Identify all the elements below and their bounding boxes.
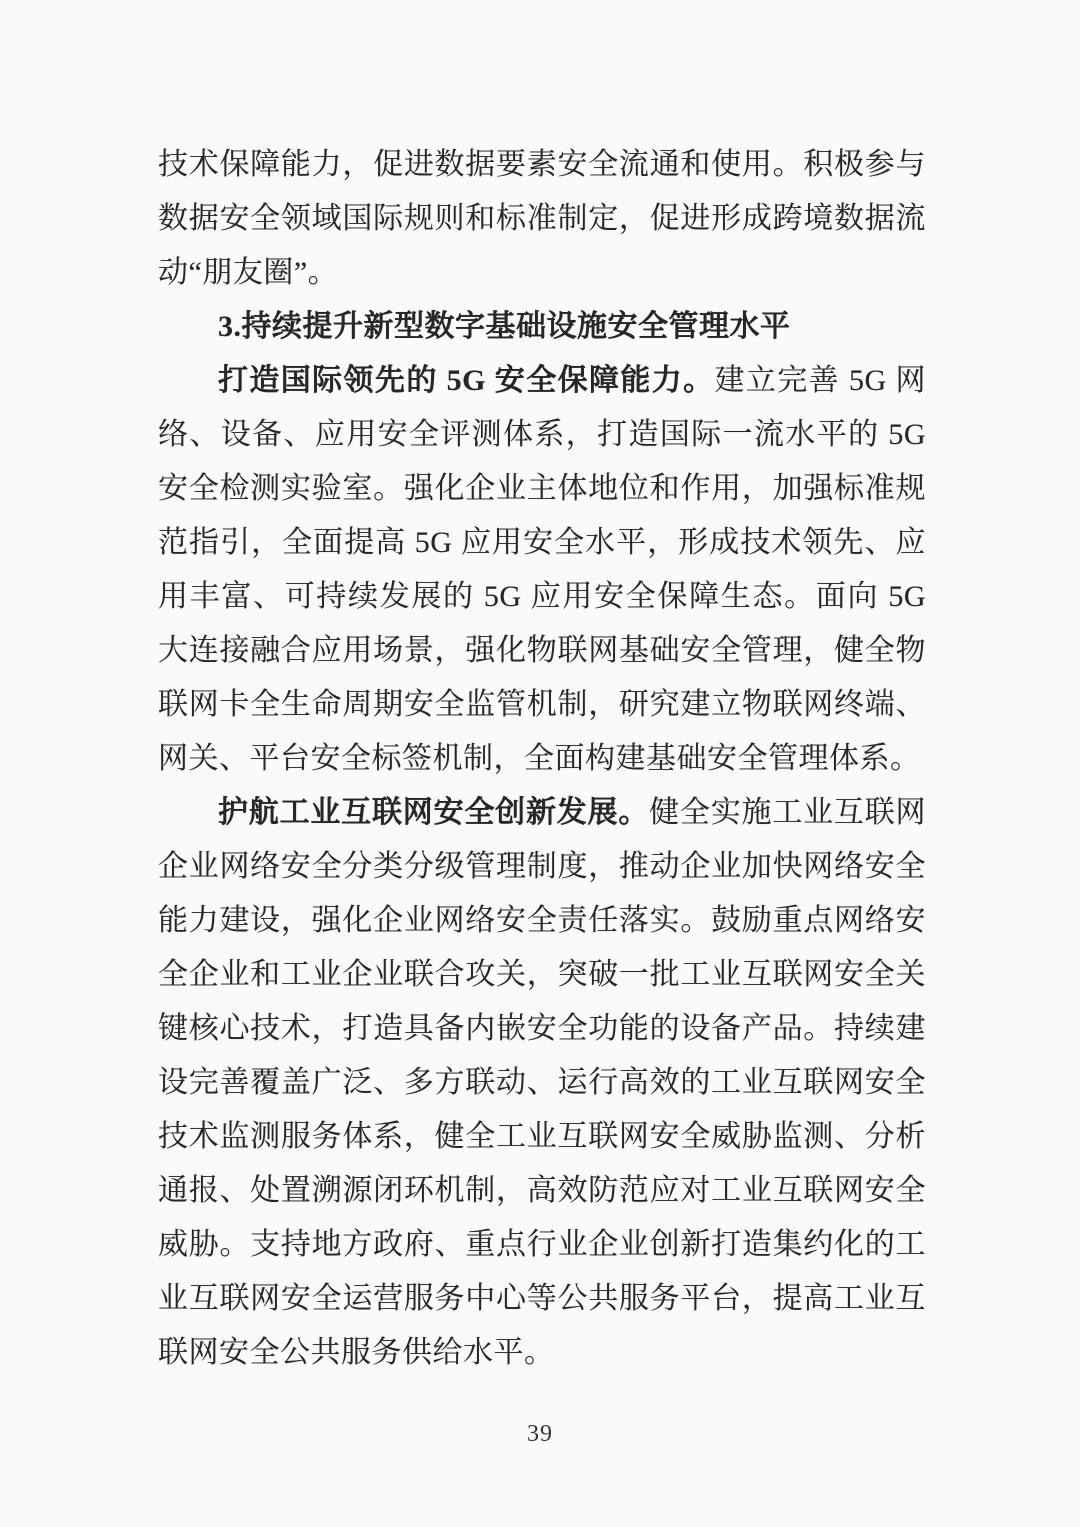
page-content	[158, 138, 926, 1380]
paragraph-industrial-internet-lead: 护航工业互联网安全创新发展。	[218, 796, 650, 829]
page-number: 39	[527, 1421, 553, 1447]
paragraph-5g-body: 建立完善 5G 网络、设备、应用安全评测体系，打造国际一流水平的 5G 安全检测实验室。强化企业主体地位和作用，加强标准规范指引，全面提高 5G 应用安全水平，形成技术领先、应用丰富、可持续发展的 5G 应用安全保障生态。面向 5G 大连接融合应用场景，强化物联网基础安全管理，健全物联网卡全生命周期安全监管机制，研究建立物联网终端、网关、平台安全标签机制，全面构建基础安全管理体系。	[158, 364, 926, 775]
paragraph-continued: 技术保障能力，促进数据要素安全流通和使用。积极参与数据安全领域国际规则和标准制定，促进形成跨境数据流动“朋友圈”。	[158, 148, 926, 289]
paragraph-industrial-internet	[158, 786, 926, 1380]
paragraph-industrial-internet-body: 健全实施工业互联网企业网络安全分类分级管理制度，推动企业加快网络安全能力建设，强化企业网络安全责任落实。鼓励重点网络安全企业和工业企业联合攻关，突破一批工业互联网安全关键核心技术，打造具备内嵌安全功能的设备产品。持续建设完善覆盖广泛、多方联动、运行高效的工业互联网安全技术监测服务体系，健全工业互联网安全威胁监测、分析通报、处置溯源闭环机制，高效防范应对工业互联网安全威胁。支持地方政府、重点行业企业创新打造集约化的工业互联网安全运营服务中心等公共服务平台，提高工业互联网安全公共服务供给水平。	[158, 796, 927, 1369]
section-heading: 3.持续提升新型数字基础设施安全管理水平	[218, 310, 791, 343]
paragraph-5g-security	[158, 354, 926, 786]
paragraph-5g-lead: 打造国际领先的 5G 安全保障能力。	[218, 364, 715, 397]
